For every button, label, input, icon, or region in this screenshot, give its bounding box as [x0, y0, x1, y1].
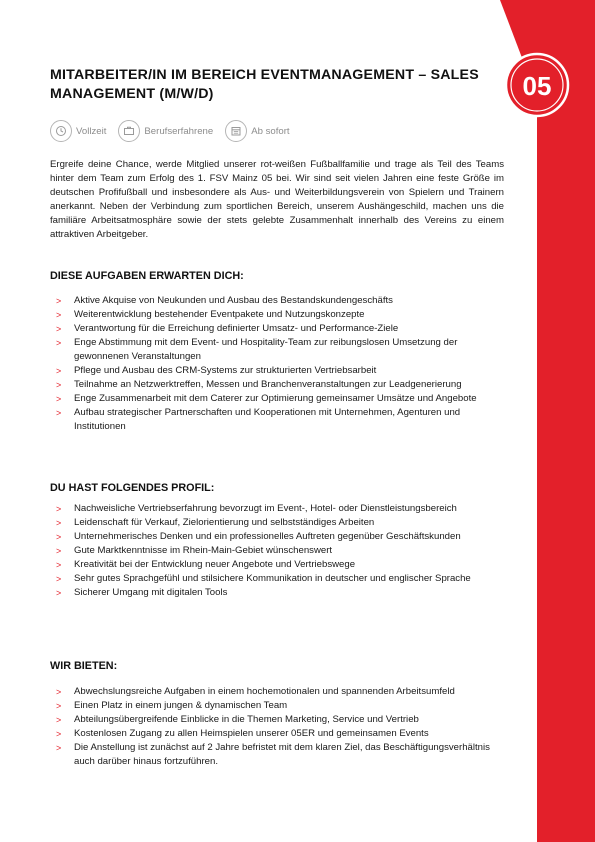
meta-label: Ab sofort — [251, 125, 290, 137]
profile-list — [50, 502, 500, 600]
chevron-right-icon: > — [56, 408, 62, 418]
job-meta — [50, 120, 302, 142]
chevron-right-icon: > — [56, 518, 62, 528]
chevron-right-icon: > — [56, 366, 62, 376]
list-item: > Sicherer Umgang mit digitalen Tools — [56, 587, 228, 598]
list-item: > Enge Zusammenarbeit mit dem Caterer zur Optimierung gemeinsamer Umsätze und Angebote — [56, 393, 477, 404]
intro-paragraph: Ergreife deine Chance, werde Mitglied unserer rot-weißen Fußballfamilie und trage als Teil des Teams hinter dem Team zum Erfolg des 1. FSV Mainz 05 bei. Wir sind seit vielen Jahren eine feste Größe im deutschen Profifußball und insbesondere als Aus- und Weiterbildungsverein von Spielern und Trainern anerkannt. Neben der Verbindung zum sportlichen Bereich, unserem Aushängeschild, machen uns die familiäre Arbeitsatmosphäre sowie der stets gelebte Zusammenhalt innerhalb des Vereins zu einem attraktiven Arbeitgeber. — [50, 159, 504, 241]
red-diagonal-wedge — [500, 0, 595, 250]
list-item: > Aufbau strategischer Partnerschaften und Kooperationen mit Unternehmen, Agenturen und Institutionen — [56, 407, 461, 432]
chevron-right-icon: > — [56, 324, 62, 334]
list-item: > Kreativität bei der Entwicklung neuer Angebote und Vertriebswege — [56, 559, 356, 570]
briefcase-icon — [118, 120, 140, 142]
chevron-right-icon: > — [56, 394, 62, 404]
list-item: > Nachweisliche Vertriebserfahrung bevorzugt im Event-, Hotel- oder Dienstleistungsbereich — [56, 503, 457, 514]
meta-label: Vollzeit — [76, 125, 107, 137]
list-item: > Kostenlosen Zugang zu allen Heimspielen unserer 05ER und gemeinsamen Events — [56, 728, 429, 739]
tasks-list — [50, 294, 500, 434]
list-item: > Abwechslungsreiche Aufgaben in einem hochemotionalen und spannenden Arbeitsumfeld — [56, 686, 455, 697]
list-item: > Weiterentwicklung bestehender Eventpakete und Nutzungskonzepte — [56, 309, 365, 320]
chevron-right-icon: > — [56, 532, 62, 542]
chevron-right-icon: > — [56, 296, 62, 306]
list-item: > Unternehmerisches Denken und ein professionelles Auftreten gegenüber Geschäftskunden — [56, 531, 461, 542]
chevron-right-icon: > — [56, 701, 62, 711]
chevron-right-icon: > — [56, 338, 62, 348]
svg-text:05: 05 — [522, 71, 552, 101]
chevron-right-icon: > — [56, 588, 62, 598]
meta-employment-type — [50, 120, 106, 142]
list-item: > Sehr gutes Sprachgefühl und stilsichere Kommunikation in deutscher und englischer Sprache — [56, 573, 471, 584]
club-logo — [504, 52, 570, 118]
chevron-right-icon: > — [56, 729, 62, 739]
chevron-right-icon: > — [56, 687, 62, 697]
list-item: > Pflege und Ausbau des CRM-Systems zur strukturierten Vertriebsarbeit — [56, 365, 377, 376]
clock-icon — [50, 120, 72, 142]
job-title: MITARBEITER/IN IM BEREICH EVENTMANAGEMENT – SALES MANAGEMENT (M/W/D) — [50, 67, 479, 102]
list-item: > Einen Platz in einem jungen & dynamischen Team — [56, 700, 288, 711]
list-item: > Die Anstellung ist zunächst auf 2 Jahre befristet mit dem klaren Ziel, das Beschäftigungsverhältnis auch darüber hinaus fortzuführen. — [56, 742, 490, 767]
chevron-right-icon: > — [56, 574, 62, 584]
chevron-right-icon: > — [56, 715, 62, 725]
list-item: > Enge Abstimmung mit dem Event- und Hospitality-Team zur reibungslosen Umsetzung der gewonnenen Veranstaltungen — [56, 337, 458, 362]
offer-heading: WIR BIETEN: — [50, 660, 118, 672]
chevron-right-icon: > — [56, 743, 62, 753]
profile-heading: DU HAST FOLGENDES PROFIL: — [50, 482, 215, 494]
list-item: > Leidenschaft für Verkauf, Zielorientierung und selbstständiges Arbeiten — [56, 517, 375, 528]
meta-start-date — [225, 120, 289, 142]
calendar-icon — [225, 120, 247, 142]
list-item: > Aktive Akquise von Neukunden und Ausbau des Bestandskundengeschäfts — [56, 295, 393, 306]
meta-label: Berufserfahrene — [144, 125, 214, 137]
list-item: > Abteilungsübergreifende Einblicke in die Themen Marketing, Service und Vertrieb — [56, 714, 419, 725]
tasks-heading: DIESE AUFGABEN ERWARTEN DICH: — [50, 270, 244, 282]
chevron-right-icon: > — [56, 504, 62, 514]
chevron-right-icon: > — [56, 546, 62, 556]
offer-list — [50, 685, 500, 769]
meta-experience — [118, 120, 213, 142]
list-item: > Teilnahme an Netzwerktreffen, Messen und Branchenveranstaltungen zur Leadgenerierung — [56, 379, 462, 390]
list-item: > Verantwortung für die Erreichung definierter Umsatz- und Performance-Ziele — [56, 323, 399, 334]
list-item: > Gute Marktkenntnisse im Rhein-Main-Gebiet wünschenswert — [56, 545, 333, 556]
chevron-right-icon: > — [56, 560, 62, 570]
chevron-right-icon: > — [56, 310, 62, 320]
chevron-right-icon: > — [56, 380, 62, 390]
